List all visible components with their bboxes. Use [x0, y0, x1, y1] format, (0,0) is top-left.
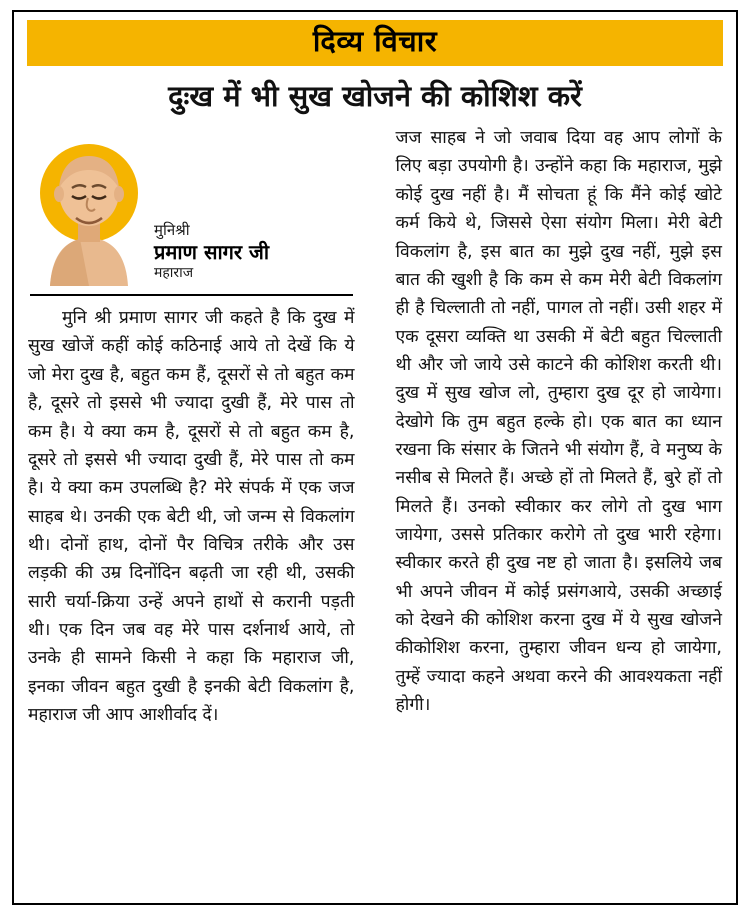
column-left [28, 122, 359, 889]
author-prefix: मुनिश्री [154, 220, 190, 239]
author-block [28, 122, 355, 288]
author-suffix: महाराज [154, 264, 194, 281]
article-paragraph-left: मुनि श्री प्रमाण सागर जी कहते है कि दुख में सुख खोजें कहीं कोई कठिनाई आये तो देखें कि ये जो मेरा दुख है, बहुत कम हैं, दूसरों से तो बहुत कम है, दूसरे तो इससे भी ज्यादा दुखी हैं, मेरे पास तो कम है। ये क्या कम है, दूसरों से तो बहुत कम है, दूसरे तो इससे भी ज्यादा दुखी हैं, मेरे पास तो कम है। ये क्या कम उपलब्धि है? मेरे संपर्क में एक जज साहब थे। उनकी एक बेटी थी, जो जन्म से विकलांग थी। दोनों हाथ, दोनों पैर विचित्र तरीके और उस लड़की की उम्र दिनोंदिन बढ़ती जा रही थी, उसकी सारी चर्या-क्रिया उन्हें अपने हाथों से करानी पड़ती थी। एक दिन जब वह मेरे पास दर्शनार्थ आये, तो उनके ही सामने किसी ने कहा कि महाराज जी, इनका जीवन बहुत दुखी है इनकी बेटी विकलांग है, महाराज जी आप आशीर्वाद दें। [28, 308, 355, 725]
column-right [392, 122, 723, 889]
author-name: प्रमाण सागर जी [154, 239, 270, 264]
page-title: दुःख में भी सुख खोजने की कोशिश करें [168, 78, 582, 113]
footer-spacer [28, 889, 722, 893]
monk-illustration-icon [30, 126, 148, 286]
masthead-banner [27, 20, 723, 66]
article-frame [12, 10, 738, 905]
article-paragraph-right: जज साहब ने जो जवाब दिया वह आप लोगों के लिए बड़ा उपयोगी है। उन्होंने कहा कि महाराज, मुझे कोई दुख नहीं है। मैं सोचता हूं कि मैंने कोई खोटे कर्म किये थे, जिससे ऐसा संयोग मिला। मेरी बेटी विकलांग है, इस बात का मुझे दुख नहीं, मुझे इस बात की खुशी है कि कम से कम मेरी बेटी विकलांग ही है चिल्लाती तो नहीं, पागल तो नहीं। उसी शहर में एक दूसरा व्यक्ति था उसकी में बेटी बहुत चिल्लाती थी और जो जाये उसे काटने की कोशिश करती थी। दुख में सुख खोज लो, तुम्हारा दुख दूर हो जायेगा। देखोगे कि तुम बहुत हल्के हो। एक बात का ध्यान रखना कि संसार के जितने भी संयोग हैं, वे मनुष्य के नसीब से मिलते हैं। अच्छे हों तो मिलते हैं, बुरे हों तो मिलते हैं। उनको स्वीकार कर लोगे तो दुख भाग जायेगा, उससे प्रतिकार करोगे तो दुख भारी रहेगा। स्वीकार करते ही दुख नष्ट हो जाता है। इसलिये जब भी अपने जीवन में कोई प्रसंगआये, उसकी अच्छाई को देखने की कोशिश करना दुख में ये सुख खोजने कीकोशिश करना, तुम्हारा जीवन धन्य हो जायेगा, तुम्हें ज्यादा कहने अथवा करने की आवश्यकता नहीं होगी। [395, 128, 722, 716]
author-name-block [154, 221, 355, 286]
article-body [28, 122, 722, 889]
masthead-title: दिव्य विचार [312, 24, 438, 58]
monk-portrait-icon [30, 126, 148, 286]
column-divider [375, 122, 376, 889]
divider [30, 294, 353, 296]
